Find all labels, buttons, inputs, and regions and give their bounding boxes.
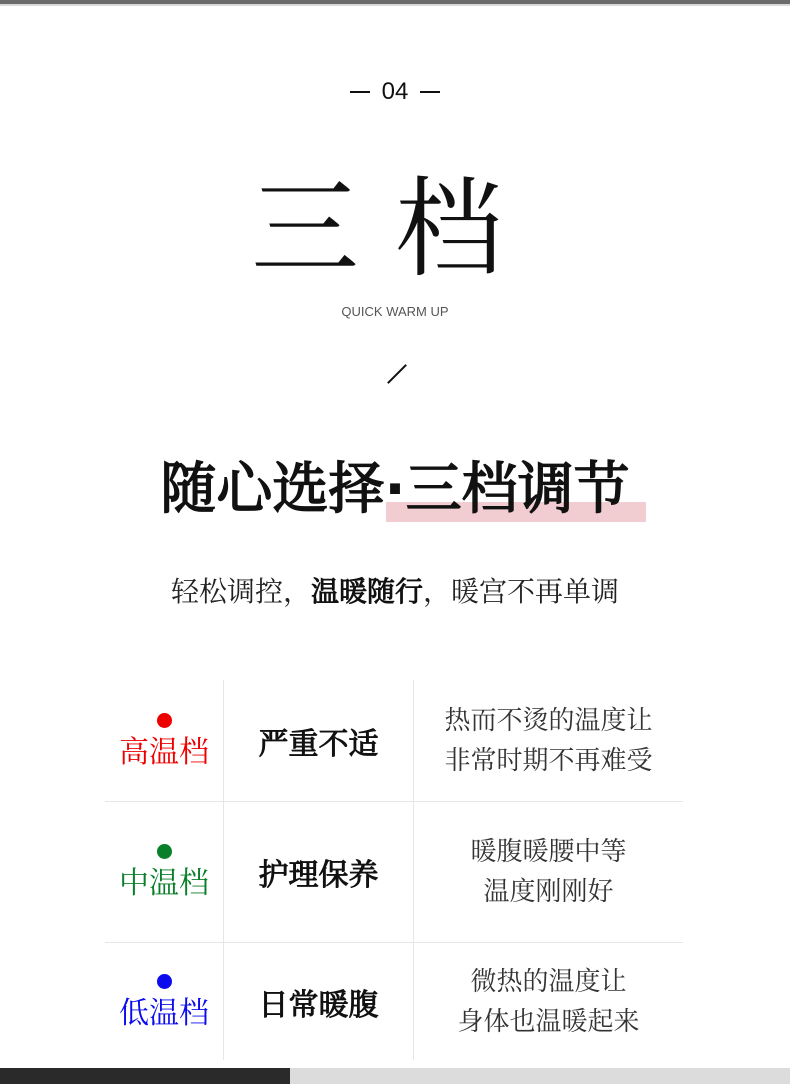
condition-cell xyxy=(224,943,413,1060)
table-row-low xyxy=(105,943,683,1060)
section-number-text: 04 xyxy=(381,78,409,105)
description-line: 热而不烫的温度让 xyxy=(444,705,653,736)
level-dot-icon xyxy=(157,974,172,989)
top-photo-edge-shadow xyxy=(0,4,790,6)
table-row-medium xyxy=(105,802,683,942)
level-cell xyxy=(105,943,223,1060)
headline-part2: 三档调节 xyxy=(405,457,630,522)
description-line: 微热的温度让 xyxy=(470,966,627,997)
headline-part2-highlighted xyxy=(405,457,630,522)
headline-part1: 随心选择 xyxy=(160,457,385,522)
headline-separator: · xyxy=(384,457,406,522)
description-cell xyxy=(414,802,683,942)
tagline-part2: ，暖宫不再单调 xyxy=(423,575,620,608)
condition-cell xyxy=(224,680,413,801)
dash-right xyxy=(420,91,440,93)
condition-cell xyxy=(224,802,413,942)
headline xyxy=(0,457,790,522)
level-cell xyxy=(105,680,223,801)
page-title: 三档 xyxy=(250,167,539,292)
level-dot-icon xyxy=(157,713,172,728)
level-name: 低温档 xyxy=(119,995,209,1031)
english-subtitle: QUICK WARM UP xyxy=(341,304,449,319)
slash-divider xyxy=(387,364,407,384)
description-cell xyxy=(414,680,683,801)
level-name: 高温档 xyxy=(119,734,209,770)
table-row-high xyxy=(105,680,683,801)
tagline-bold: 温暖随行 xyxy=(310,575,423,608)
description-line: 身体也温暖起来 xyxy=(457,1006,640,1037)
section-number xyxy=(0,78,790,106)
level-cell xyxy=(105,802,223,942)
tagline xyxy=(0,570,790,610)
tagline-part1: 轻松调控， xyxy=(170,575,311,608)
dash-left xyxy=(350,91,370,93)
description-line: 温度刚刚好 xyxy=(483,877,614,907)
condition-text: 日常暖腹 xyxy=(258,987,379,1023)
description-line: 非常时期不再难受 xyxy=(444,745,653,776)
temperature-levels-table xyxy=(105,680,683,1060)
level-dot-icon xyxy=(157,844,172,859)
description-line: 暖腹暖腰中等 xyxy=(470,837,627,867)
condition-text: 护理保养 xyxy=(258,858,379,893)
bottom-photo-edge-light xyxy=(290,1068,790,1084)
description-cell xyxy=(414,943,683,1060)
condition-text: 严重不适 xyxy=(258,726,379,762)
level-name: 中温档 xyxy=(119,866,209,901)
